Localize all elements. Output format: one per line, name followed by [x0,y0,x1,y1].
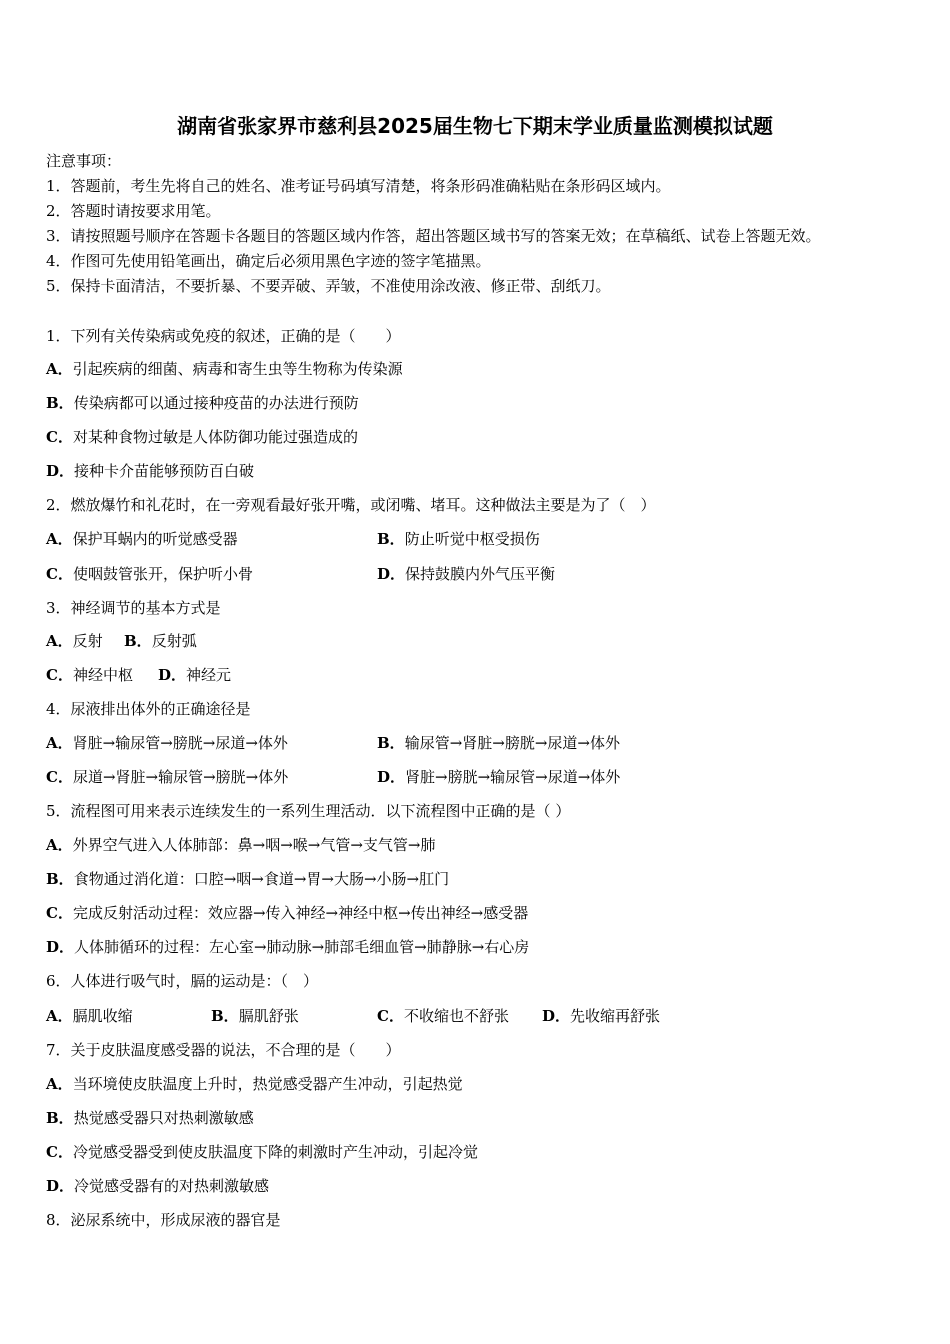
question-stem: 4．尿液排出体外的正确途径是 [46,700,251,718]
option-b: B．膈肌舒张 [211,1007,299,1025]
option-c: C．完成反射活动过程：效应器→传入神经→神经中枢→传出神经→感受器 [46,904,529,922]
option-c: C．对某种食物过敏是人体防御功能过强造成的 [46,428,358,446]
option-b: B．热觉感受器只对热刺激敏感 [46,1109,254,1127]
notice-item: 4．作图可先使用铅笔画出，确定后必须用黑色字迹的签字笔描黑。 [46,252,491,270]
option-b: B．传染病都可以通过接种疫苗的办法进行预防 [46,394,359,412]
option-c: C．不收缩也不舒张 [377,1007,509,1025]
notice-item: 1．答题前，考生先将自己的姓名、准考证号码填写清楚，将条形码准确粘贴在条形码区域内。 [46,177,671,195]
option-c: C．使咽鼓管张开，保护听小骨 [46,565,253,583]
question-stem: 8．泌尿系统中，形成尿液的器官是 [46,1211,281,1229]
question-stem: 5．流程图可用来表示连续发生的一系列生理活动．以下流程图中正确的是（ ） [46,802,571,820]
option-b: B．反射弧 [124,632,197,650]
option-c: C．尿道→肾脏→输尿管→膀胱→体外 [46,768,289,786]
option-a: A．膈肌收缩 [46,1007,133,1025]
option-d: D．神经元 [158,666,232,684]
notice-item: 5．保持卡面清洁，不要折暴、不要弄破、弄皱，不准使用涂改液、修正带、刮纸刀。 [46,277,611,295]
option-d: D．保持鼓膜内外气压平衡 [377,565,556,583]
notice-item: 3．请按照题号顺序在答题卡各题目的答题区域内作答，超出答题区域书写的答案无效；在草稿纸、试卷上答题无效。 [46,227,821,245]
option-c: C．神经中枢 [46,666,133,684]
question-stem: 6．人体进行吸气时，膈的运动是：（ ） [46,972,319,990]
option-d: D．先收缩再舒张 [542,1007,661,1025]
question-stem: 2．燃放爆竹和礼花时，在一旁观看最好张开嘴，或闭嘴、堵耳。这种做法主要是为了（ ） [46,496,656,514]
option-b: B．输尿管→肾脏→膀胱→尿道→体外 [377,734,620,752]
option-b: B．防止听觉中枢受损伤 [377,530,540,548]
option-a: A．反射 [46,632,103,650]
option-d: D．接种卡介苗能够预防百白破 [46,462,255,480]
question-stem: 1．下列有关传染病或免疫的叙述，正确的是（ ） [46,327,401,345]
option-b: B．食物通过消化道：口腔→咽→食道→胃→大肠→小肠→肛门 [46,870,450,888]
option-a: A．当环境使皮肤温度上升时，热觉感受器产生冲动，引起热觉 [46,1075,463,1093]
notice-item: 2．答题时请按要求用笔。 [46,202,221,220]
notice-heading: 注意事项： [46,152,122,170]
option-d: D．人体肺循环的过程：左心室→肺动脉→肺部毛细血管→肺静脉→右心房 [46,938,530,956]
option-a: A．肾脏→输尿管→膀胱→尿道→体外 [46,734,288,752]
option-d: D．冷觉感受器有的对热刺激敏感 [46,1177,270,1195]
option-d: D．肾脏→膀胱→输尿管→尿道→体外 [377,768,621,786]
option-a: A．保护耳蜗内的听觉感受器 [46,530,238,548]
option-a: A．引起疾病的细菌、病毒和寄生虫等生物称为传染源 [46,360,403,378]
question-stem: 3．神经调节的基本方式是 [46,599,221,617]
question-stem: 7．关于皮肤温度感受器的说法，不合理的是（ ） [46,1041,401,1059]
option-c: C．冷觉感受器受到使皮肤温度下降的刺激时产生冲动，引起冷觉 [46,1143,478,1161]
option-a: A．外界空气进入人体肺部：鼻→咽→喉→气管→支气管→肺 [46,836,436,854]
exam-title: 湖南省张家界市慈利县2025届生物七下期末学业质量监测模拟试题 [177,114,773,138]
